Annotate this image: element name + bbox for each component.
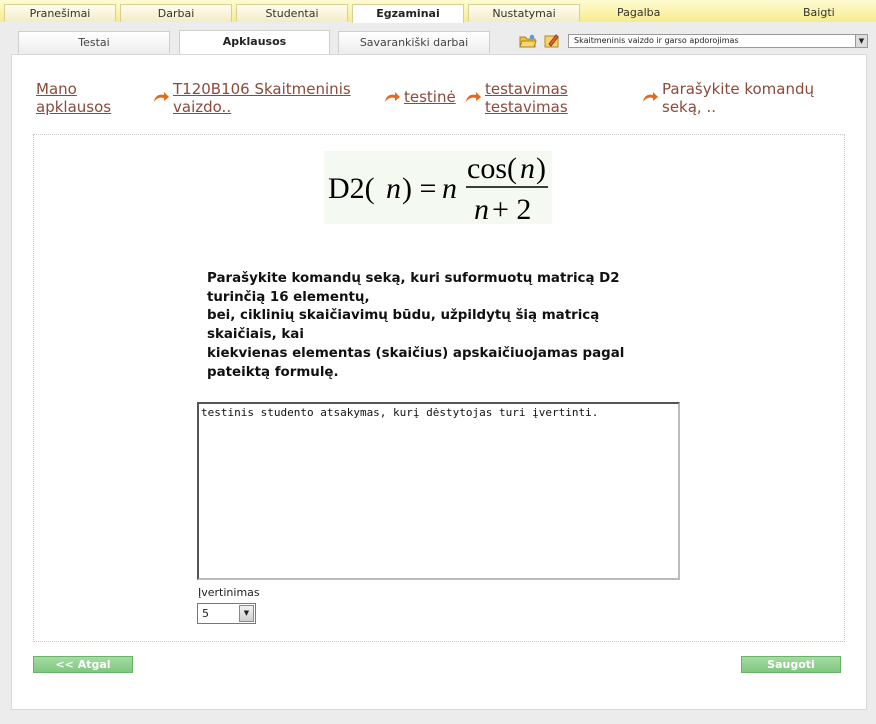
breadcrumb-mano-apklausos[interactable]	[36, 80, 111, 116]
question-line: turinčią 16 elementų,	[207, 289, 370, 305]
save-button[interactable]: Saugoti	[741, 656, 841, 673]
curved-arrow-icon	[641, 90, 659, 104]
question-line: pateiktą formulę.	[207, 364, 339, 380]
breadcrumb-line: vaizdo..	[173, 98, 232, 116]
question-line: skaičiais, kai	[207, 327, 304, 343]
course-select-value: Skaitmeninis vaizdo ir garso apdorojimas	[574, 36, 739, 45]
chevron-down-icon[interactable]: ▼	[239, 605, 254, 622]
sub-tab-savarankiski-darbai[interactable]: Savarankiški darbai	[338, 31, 490, 53]
breadcrumb-line: testavimas	[485, 98, 568, 116]
breadcrumb-line: Mano	[36, 80, 77, 98]
curved-arrow-icon	[152, 90, 170, 104]
question-line: bei, ciklinių skaičiavimų būdu, užpildytų šią matricą	[207, 308, 600, 324]
logout-link[interactable]: Baigti	[803, 6, 835, 19]
curved-arrow-icon	[383, 90, 401, 104]
breadcrumb-line: T120B106 Skaitmeninis	[173, 80, 351, 98]
svg-text:n: n	[386, 172, 401, 205]
top-tab-egzaminai[interactable]: Egzaminai	[352, 4, 464, 23]
svg-text:cos(: cos(	[467, 152, 517, 185]
sub-tab-testai[interactable]: Testai	[18, 31, 170, 53]
question-line: Parašykite komandų seką, kuri suformuotų matricą D2	[207, 271, 620, 286]
question-text	[207, 270, 647, 382]
svg-text:n: n	[474, 193, 489, 224]
grade-label: Įvertinimas	[198, 586, 260, 599]
breadcrumb-line: testinė	[404, 88, 456, 106]
top-tab-nustatymai[interactable]: Nustatymai	[468, 4, 580, 22]
top-tab-studentai[interactable]: Studentai	[236, 4, 348, 22]
svg-text:n: n	[442, 172, 457, 205]
top-navigation	[0, 0, 876, 22]
grade-value: 5	[202, 607, 209, 620]
answer-textarea[interactable]	[197, 402, 680, 580]
top-tab-darbai[interactable]: Darbai	[120, 4, 232, 22]
edit-icon[interactable]	[543, 33, 561, 49]
svg-text:+ 2: + 2	[492, 193, 532, 224]
breadcrumb-line: apklausos	[36, 98, 112, 116]
svg-text:) =: ) =	[402, 172, 437, 205]
folder-icon[interactable]	[519, 33, 537, 49]
back-button[interactable]: << Atgal	[33, 656, 133, 673]
formula-image	[324, 151, 552, 224]
help-link[interactable]: Pagalba	[617, 6, 661, 19]
chevron-down-icon[interactable]: ▼	[855, 35, 867, 47]
breadcrumb-course[interactable]	[173, 80, 351, 116]
top-tab-pranesimai[interactable]: Pranešimai	[4, 4, 116, 22]
question-line: kiekvienas elementas (skaičius) apskaičiuojamas pagal	[207, 345, 625, 361]
breadcrumb-line: seką, ..	[662, 98, 716, 116]
svg-text:D2(: D2(	[328, 172, 375, 205]
svg-text:): )	[536, 152, 546, 185]
sub-tab-apklausos[interactable]: Apklausos	[179, 30, 330, 54]
course-select[interactable]	[568, 34, 868, 48]
breadcrumb-current-question	[662, 80, 814, 116]
svg-text:n: n	[520, 152, 535, 185]
curved-arrow-icon	[464, 90, 482, 104]
breadcrumb-line: testavimas	[485, 80, 568, 98]
breadcrumb-testavimas[interactable]	[485, 80, 568, 116]
breadcrumb-testine[interactable]	[404, 88, 456, 106]
grade-select[interactable]	[197, 603, 256, 624]
breadcrumb-line: Parašykite komandų	[662, 80, 815, 98]
